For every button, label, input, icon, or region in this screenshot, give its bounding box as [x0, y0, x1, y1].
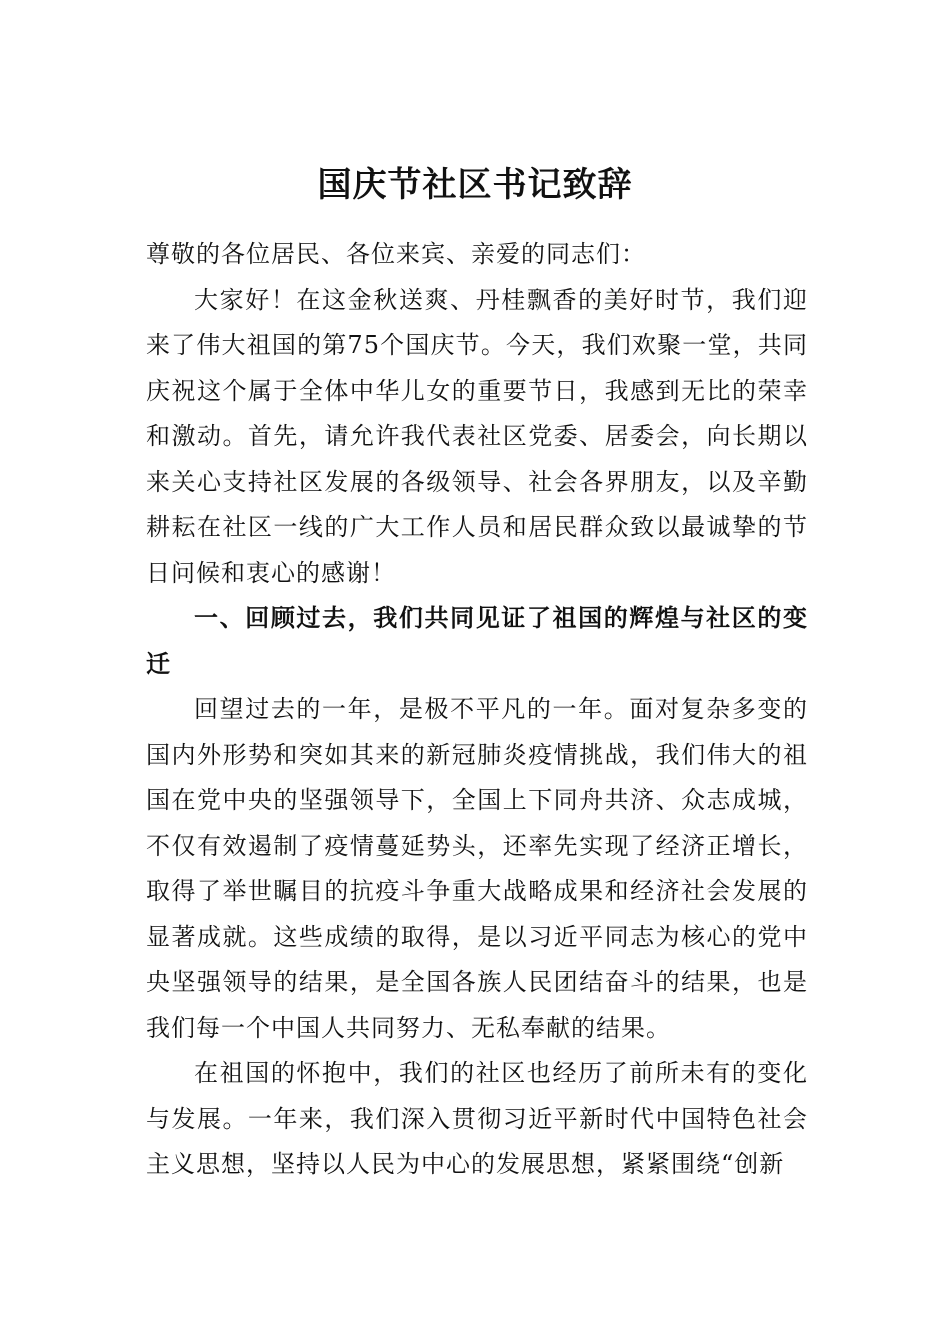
paragraph-review: 回望过去的一年，是极不平凡的一年。面对复杂多变的国内外形势和突如其来的新冠肺炎疫情挑战，我们伟大的祖国在党中央的坚强领导下，全国上下同舟共济、众志成城，不仅有效遏制了疫情蔓延势头，还率先实现了经济正增长，取得了举世瞩目的抗疫斗争重大战略成果和经济社会发展的显著成就。这些成绩的取得，是以习近平同志为核心的党中央坚强领导的结果，是全国各族人民团结奋斗的结果，也是我们每一个中国人共同努力、无私奉献的结果。 [146, 695, 808, 1042]
document-title: 国庆节社区书记致辞 [317, 165, 633, 205]
salutation: 尊敬的各位居民、各位来宾、亲爱的同志们： [146, 240, 646, 268]
paragraph-greeting: 大家好！在这金秋送爽、丹桂飘香的美好时节，我们迎来了伟大祖国的第75个国庆节。今天，我们欢聚一堂，共同庆祝这个属于全体中华儿女的重要节日，我感到无比的荣幸和激动。首先，请允许我代表社区党委、居委会，向长期以来关心支持社区发展的各级领导、社会各界朋友，以及辛勤耕耘在社区一线的广大工作人员和居民群众致以最诚挚的节日问候和衷心的感谢！ [146, 285, 808, 587]
paragraph-community: 在祖国的怀抱中，我们的社区也经历了前所未有的变化与发展。一年来，我们深入贯彻习近平新时代中国特色社会主义思想，坚持以人民为中心的发展思想，紧紧围绕“创新 [146, 1059, 808, 1178]
section-heading: 一、回顾过去，我们共同见证了祖国的辉煌与社区的变迁 [146, 604, 808, 678]
document-body [146, 232, 808, 1188]
